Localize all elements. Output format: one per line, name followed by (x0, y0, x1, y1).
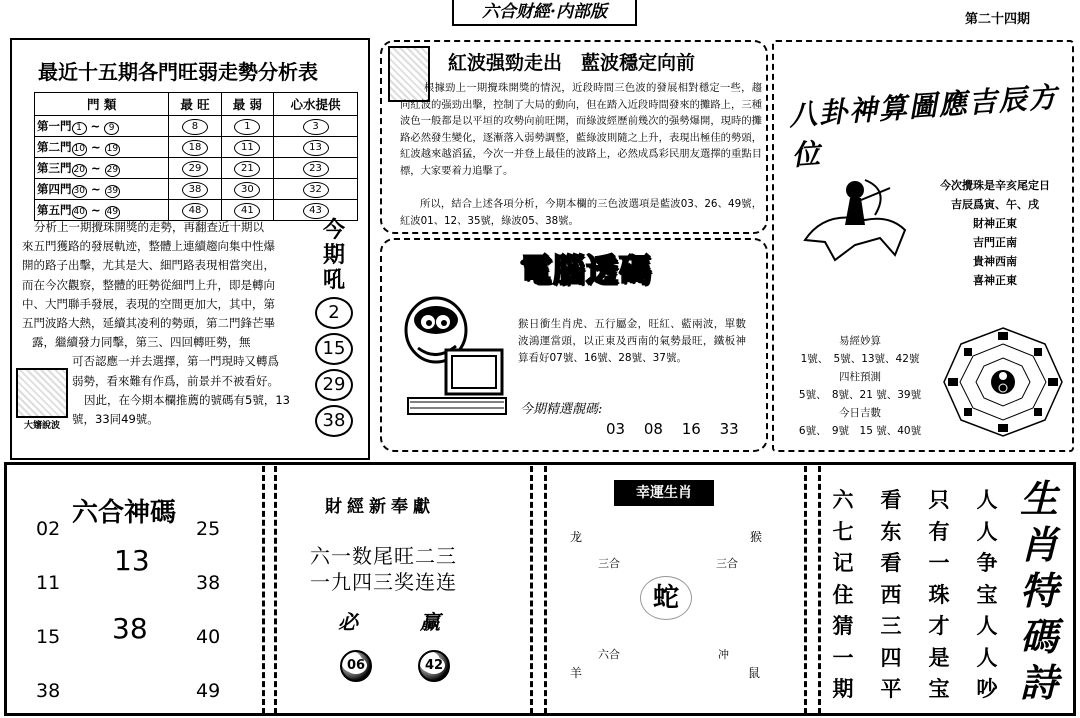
poem-char: 人 (976, 487, 998, 512)
table-row (35, 179, 358, 200)
poem-char: 六 (832, 487, 854, 512)
max-cell: 29 (169, 158, 221, 179)
col-min: 最 弱 (221, 93, 273, 116)
zodiac-title: 幸運生肖 (614, 480, 714, 506)
xinfeng-title: 財經新奉獻 (325, 497, 435, 517)
xinfeng-line2: 一九四三奖连连 (310, 570, 457, 594)
trend-line: 可否認應一并去選擇，第一門現時又轉爲 (72, 354, 279, 369)
poem-char: 只 (928, 487, 950, 512)
poem-char: 吵 (976, 676, 998, 701)
pillar-label: 四柱預測 (839, 371, 881, 383)
poem-char: 争 (976, 550, 998, 575)
bagua-info-line: 喜神正東 (973, 274, 1017, 287)
zodiac-shu: 鼠 (748, 666, 761, 680)
poem-char: 珠 (928, 581, 950, 607)
poem-title-char: 特 (1019, 568, 1058, 613)
lucky-label: 今日吉數 (839, 407, 881, 419)
poem-title-char: 肖 (1019, 522, 1058, 567)
divider (804, 466, 807, 714)
poem-char: 平 (880, 676, 902, 701)
table-row (35, 158, 358, 179)
today-num: 29 (315, 369, 353, 401)
poem-char: 看 (880, 550, 902, 575)
today-num: 2 (315, 297, 353, 329)
shenma-num: 38 (112, 612, 148, 645)
tip-cell: 23 (274, 158, 358, 179)
bagua-info-line: 今次攪珠是辛亥尾定日 (940, 179, 1050, 192)
poem-col-2 (924, 484, 954, 705)
poem-char: 是 (928, 644, 950, 670)
zodiac-long: 龙 (570, 530, 583, 544)
divider (544, 466, 547, 714)
poem-title-char: 詩 (1019, 660, 1058, 705)
xinfeng-bi: 必 (338, 610, 358, 634)
col-gate: 門 類 (35, 93, 169, 116)
trend-line: 來五門獲路的發展軌迹，整體上連續趨向集中性爆 (22, 239, 275, 254)
bagua-info-line: 吉辰爲寅、午、戌 (951, 198, 1039, 211)
pick-number: 08 (643, 420, 663, 438)
poem-char: 西 (880, 581, 902, 607)
trend-title: 最近十五期各門旺弱走勢分析表 (38, 60, 318, 84)
pick-number: 03 (606, 420, 626, 438)
tip-cell: 13 (274, 137, 358, 158)
trend-table (34, 92, 358, 221)
min-cell: 41 (221, 200, 273, 221)
poem-char: 宝 (928, 676, 950, 701)
poem-col-4 (828, 484, 858, 705)
table-row (35, 116, 358, 137)
lucky-ball-num: 06 (346, 658, 366, 673)
divider (818, 466, 821, 714)
poem-char: 一 (832, 644, 854, 670)
wave-para2: 所以，結合上述各項分析，今期本欄的三色波選項是藍波03、26、49號，紅波01、12、35號，綠波05、38號。 (400, 198, 762, 227)
computer-picks (606, 420, 739, 438)
today-num: 38 (315, 405, 353, 437)
poem-char: 三 (880, 613, 902, 638)
lucky-nums: 6號、 9號 15 號、40號 (798, 425, 922, 437)
zodiac-liuhe: 六合 (598, 648, 620, 661)
shenma-num: 13 (114, 544, 150, 577)
trend-line: 而在今次觀察，整體的旺勢從細門上升，即是轉向 (22, 277, 275, 292)
easy-nums: 1號、 5號、13號、42號 (800, 353, 920, 365)
computer-pick-label: 今期精選靚碼: (520, 402, 603, 417)
zodiac-sanhe: 三合 (716, 557, 738, 570)
xinfeng-ying: 赢 (420, 610, 440, 634)
bagua-wheel-icon (940, 326, 1066, 438)
trend-line: 分析上一期攪珠開獎的走勢，再翻查近十期以 (34, 220, 264, 234)
shenma-num: 38 (196, 572, 221, 594)
xinfeng-line1: 六一数尾旺二三 (310, 544, 457, 568)
trend-line: 露，繼續發力同擊，第三、四回轉旺勢，無 (32, 335, 251, 350)
poem-char: 一 (928, 550, 950, 575)
zodiac-center-char: 蛇 (652, 583, 679, 613)
poem-col-3 (876, 484, 906, 705)
divider (530, 466, 533, 714)
pick-number: 33 (719, 420, 739, 438)
col-tip: 心水提供 (274, 93, 358, 116)
poem-char: 七 (832, 518, 854, 544)
lucky-ball-num: 42 (424, 658, 444, 673)
shenma-num: 49 (196, 680, 221, 702)
trend-line: 因此，在今期本欄推薦的號碼有5號，13 (84, 392, 290, 407)
bagua-predictions (780, 332, 940, 440)
min-cell: 11 (221, 137, 273, 158)
trend-line: 號，33同49號。 (72, 412, 159, 427)
shenma-num: 11 (36, 572, 61, 594)
today-char-2: 期 (322, 242, 345, 268)
divider (262, 466, 265, 714)
gate-cell: 第五門 40 ~ 49 (35, 200, 169, 221)
poem-char: 人 (976, 518, 998, 544)
today-roar (312, 218, 356, 437)
portrait-caption: 大嬸說波 (23, 421, 60, 431)
poem-char: 期 (832, 676, 854, 701)
shenma-title: 六合神碼 (72, 498, 177, 528)
today-num: 15 (315, 333, 353, 365)
tip-cell: 3 (274, 116, 358, 137)
easy-label: 易經妙算 (839, 335, 881, 347)
max-cell: 18 (169, 137, 221, 158)
issue-number: 第二十四期 (965, 12, 1031, 27)
zodiac-hou: 猴 (750, 530, 763, 544)
min-cell: 21 (221, 158, 273, 179)
trend-line: 開的路子出擊，尤其是大、細門路表現相當突出， (22, 258, 275, 273)
max-cell: 8 (169, 116, 221, 137)
bagua-info (925, 176, 1065, 290)
zodiac-yang: 羊 (570, 666, 583, 680)
today-char-3: 吼 (322, 267, 345, 293)
zodiac-chong: 冲 (718, 648, 729, 661)
poem-char: 猜 (832, 613, 854, 638)
gate-cell: 第二門 10 ~ 19 (35, 137, 169, 158)
shenma-num: 40 (196, 626, 221, 648)
bagua-info-line: 貴神西南 (973, 255, 1017, 268)
poem-title-char: 碼 (1019, 614, 1058, 659)
bagua-info-line: 吉門正南 (973, 236, 1017, 249)
shenma-num: 25 (196, 518, 221, 540)
poem-char: 东 (880, 518, 902, 544)
shenma-num: 38 (36, 680, 61, 702)
tip-cell: 43 (274, 200, 358, 221)
bagua-info-line: 財神正東 (973, 217, 1017, 230)
max-cell: 48 (169, 200, 221, 221)
poem-char: 人 (976, 644, 998, 670)
table-row (35, 137, 358, 158)
poem-char: 有 (928, 518, 950, 544)
shenma-num: 02 (36, 518, 61, 540)
wave-title: 紅波强勁走出 藍波穩定向前 (448, 52, 696, 74)
poem-char: 才 (928, 613, 950, 638)
poem-char: 宝 (976, 581, 998, 607)
computer-text: 猴日衝生肖虎、五行屬金，旺紅、藍兩波，單數波鴻運當頭，以正東及西南的氣勢最旺，鐵板神算看好07號、16號、28號、37號。 (518, 318, 746, 364)
poem-char: 住 (832, 581, 854, 607)
pillar-nums: 5號、 8號、21 號、39號 (798, 389, 922, 401)
divider (274, 466, 277, 714)
bagua-title: 八卦神算圖應吉辰方位 (787, 80, 1060, 173)
min-cell: 30 (221, 179, 273, 200)
lucky-ball (418, 650, 450, 682)
poem-char: 记 (832, 550, 854, 575)
poem-title-char: 生 (1019, 476, 1058, 521)
max-cell: 38 (169, 179, 221, 200)
archer-horse-icon (795, 160, 920, 270)
gate-cell: 第一門 1 ~ 9 (35, 116, 169, 137)
poem-title (1012, 476, 1066, 706)
col-max: 最 旺 (169, 93, 221, 116)
trend-line: 中、大門聯手發展，表現的空間更加大，其中，第 (22, 296, 275, 311)
gate-cell: 第三門 20 ~ 29 (35, 158, 169, 179)
poem-col-1 (972, 484, 1002, 705)
zodiac-sanhe: 三合 (598, 557, 620, 570)
pick-number: 16 (681, 420, 701, 438)
poem-char: 四 (880, 644, 902, 670)
poem-char: 看 (880, 487, 902, 512)
computer-title: 電腦透碼 (520, 251, 653, 289)
trend-line: 弱勢，看來難有作爲，前景并不被看好。 (72, 373, 279, 388)
zodiac-center (640, 576, 692, 620)
computer-mascot-icon (388, 290, 508, 430)
lucky-ball (340, 650, 372, 682)
newspaper-title: 六合财經·内部版 (452, 0, 637, 26)
shenma-num: 15 (36, 626, 61, 648)
wave-para1: 根據勁上一期攪珠開獎的情況，近段時間三色波的發展相對穩定一些，趨向紅波的强勁出擊，控制了大局的動向，但在踏入近段時間發來的攤路上，三種波色一般都是以平垣的攻勢向前旺開，而綠波經歷前幾次的强勢爆開，現時的攤路必然發生變化，逐漸落入弱勢調整，藍綠波則隨之上升，表現出極佳的勢頭，紅波越來越滔猛，今次一并登上最佳的波路上，必然成爲彩民朋友選擇的重點目標，大家要着力追擊了。 (400, 82, 762, 177)
tip-cell: 32 (274, 179, 358, 200)
min-cell: 1 (221, 116, 273, 137)
portrait-icon (16, 368, 68, 418)
trend-line: 五門波路大熱，延續其凌利的勢頭，第二門鋒芒畢 (22, 316, 275, 331)
today-char-1: 今 (322, 217, 345, 243)
poem-char: 人 (976, 613, 998, 638)
gate-cell: 第四門 30 ~ 39 (35, 179, 169, 200)
